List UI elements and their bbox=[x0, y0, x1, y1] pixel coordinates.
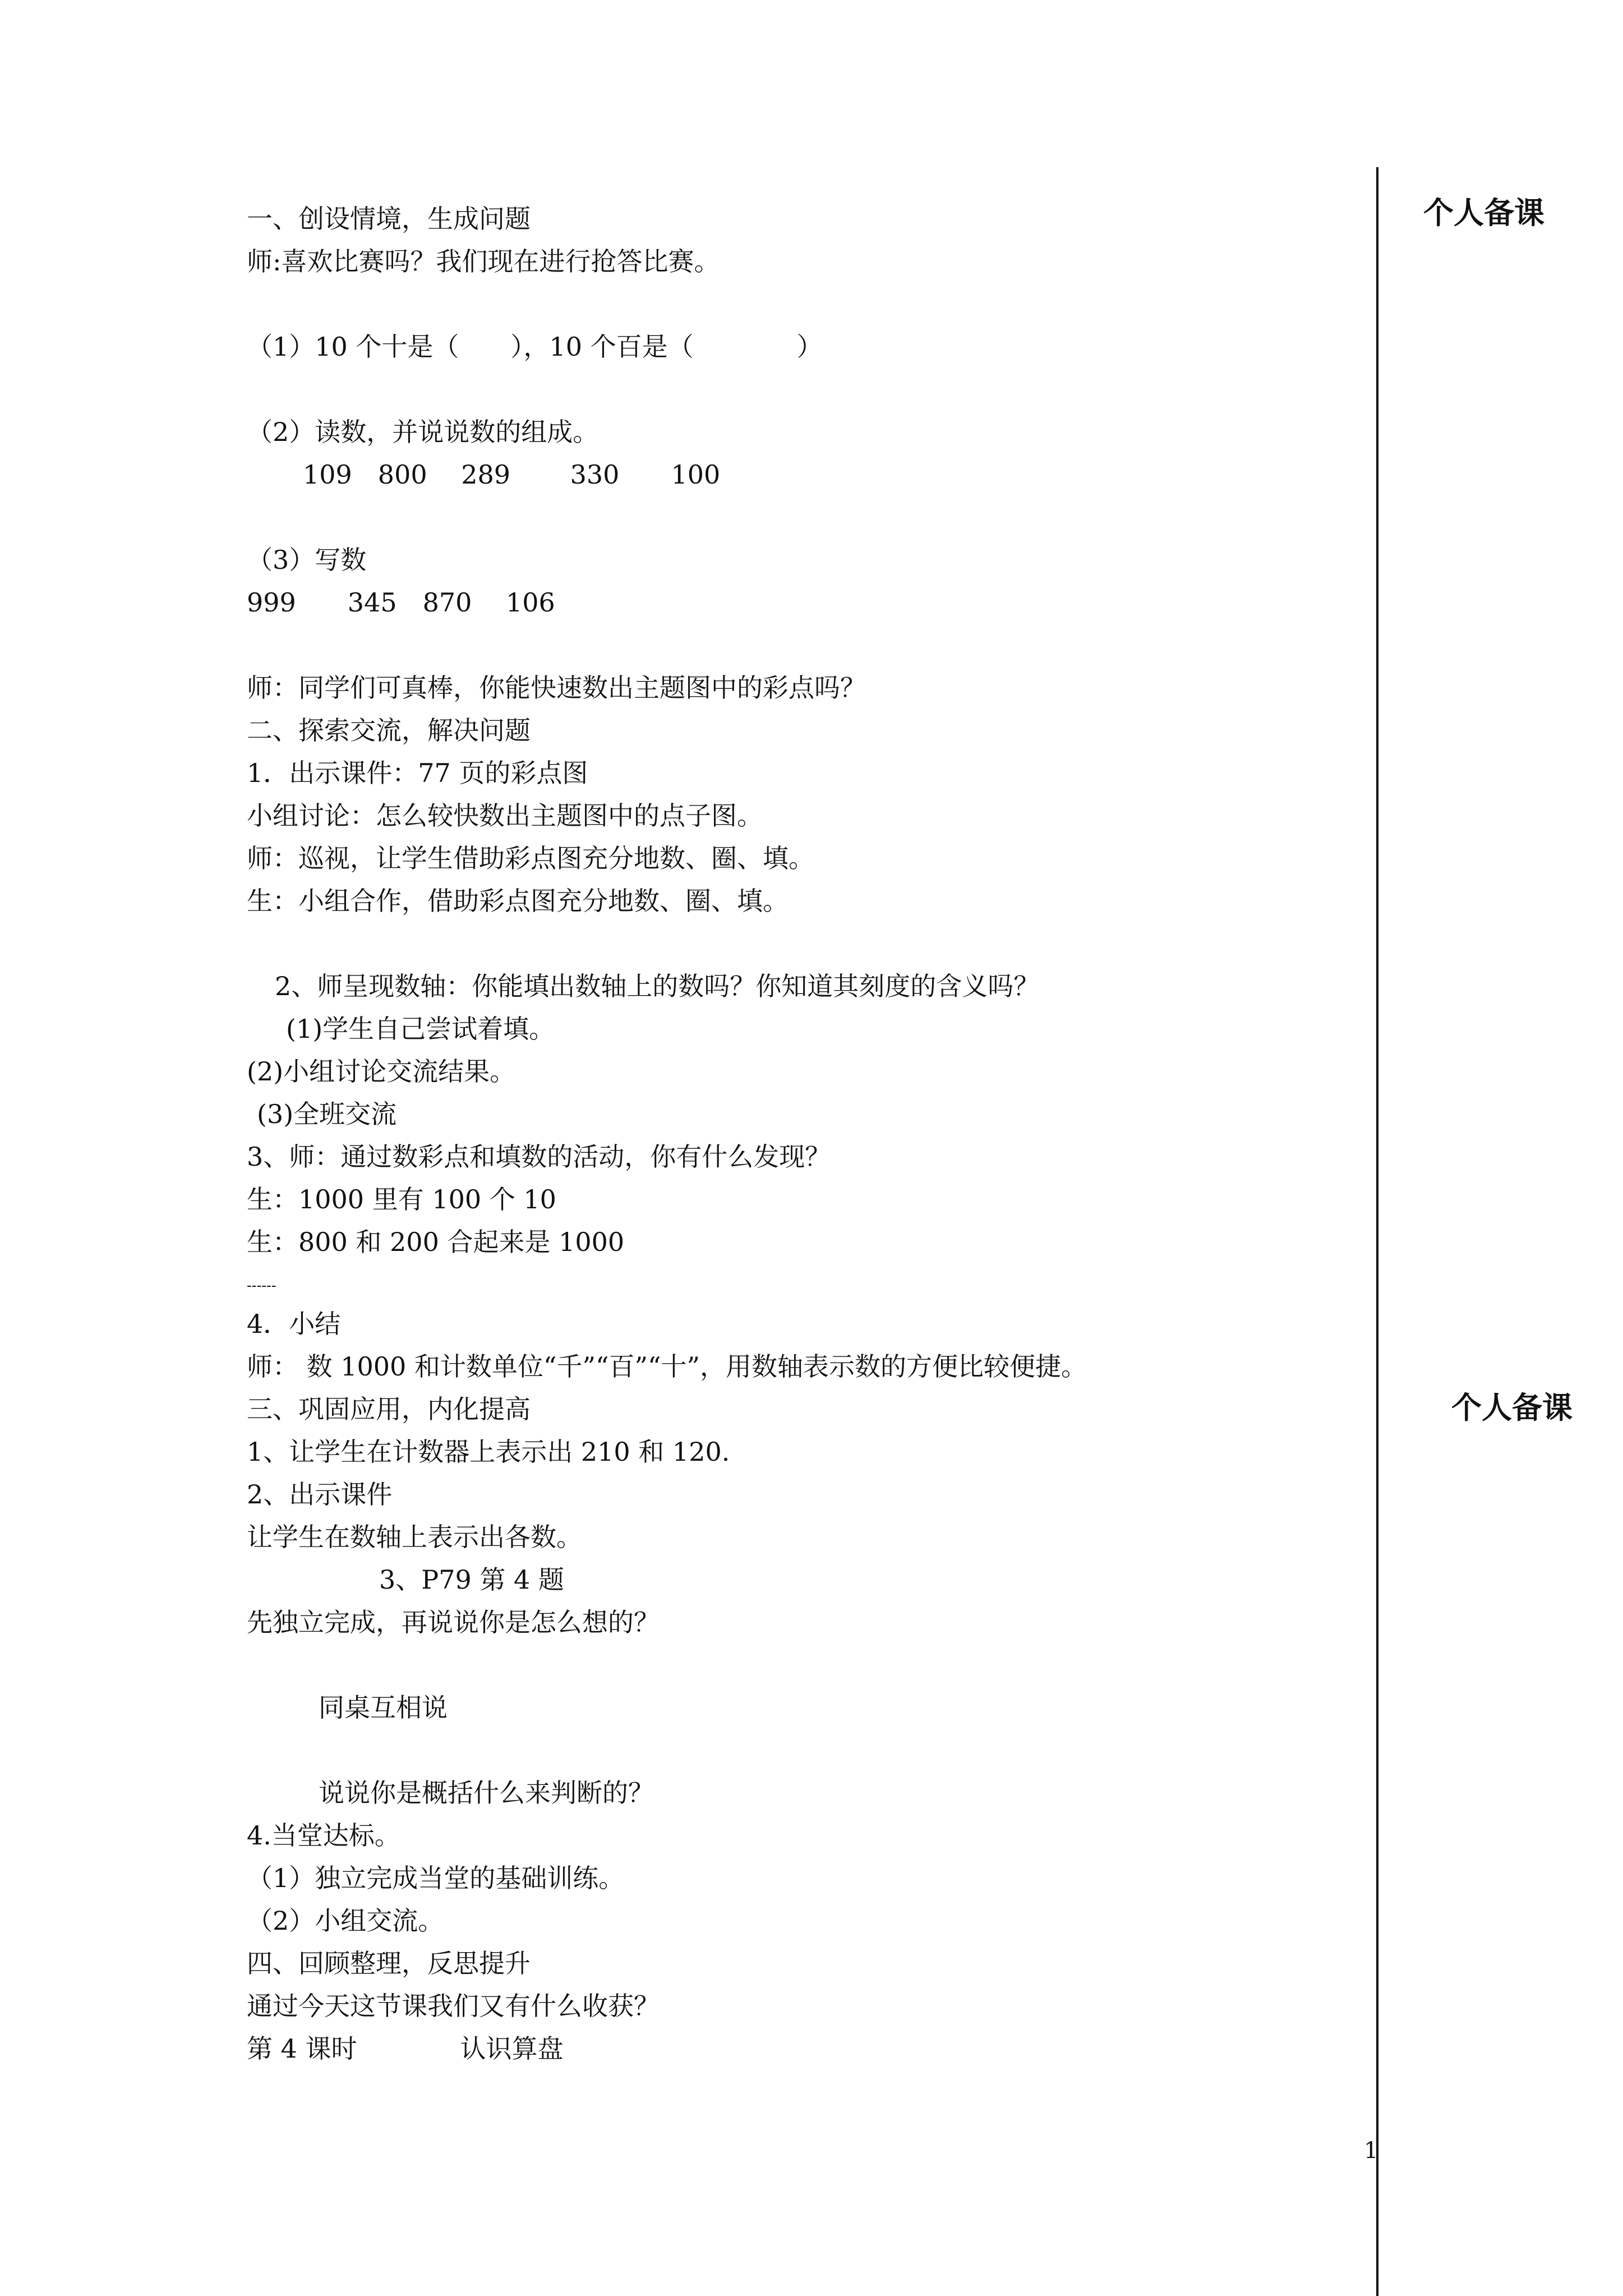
text-line: 4.当堂达标。 bbox=[247, 1820, 400, 1851]
text-line: 2、师呈现数轴：你能填出数轴上的数吗？你知道其刻度的含义吗？ bbox=[275, 971, 1040, 1001]
text-line: 1．出示课件：77 页的彩点图 bbox=[247, 758, 588, 788]
text-line: 让学生在数轴上表示出各数。 bbox=[247, 1522, 582, 1552]
section-heading-4: 四、回顾整理，反思提升 bbox=[247, 1948, 531, 1978]
text-line: 2、出示课件 bbox=[247, 1479, 393, 1510]
text-line: (1)学生自己尝试着填。 bbox=[286, 1014, 555, 1044]
text-line: 通过今天这节课我们又有什么收获？ bbox=[247, 1991, 660, 2021]
text-line: 生：小组合作，借助彩点图充分地数、圈、填。 bbox=[247, 886, 789, 916]
margin-divider bbox=[1376, 167, 1378, 2296]
text-line: (2)小组讨论交流结果。 bbox=[247, 1056, 516, 1087]
text-line: 师:喜欢比赛吗？我们现在进行抢答比赛。 bbox=[247, 246, 720, 277]
text-line: 说说你是概括什么来判断的？ bbox=[319, 1778, 654, 1808]
text-line: 先独立完成，再说说你是怎么想的？ bbox=[247, 1607, 660, 1637]
text-line: 1、让学生在计数器上表示出 210 和 120. bbox=[247, 1437, 730, 1467]
text-line: 3、P79 第 4 题 bbox=[379, 1565, 564, 1595]
number-row: 109 800 289 330 100 bbox=[303, 459, 721, 490]
text-line: 生：1000 里有 100 个 10 bbox=[247, 1184, 556, 1214]
text-line: 第 4 课时 认识算盘 bbox=[247, 2033, 564, 2064]
text-line: （2）小组交流。 bbox=[247, 1906, 444, 1936]
side-heading-middle: 个人备课 bbox=[1451, 1390, 1573, 1425]
page-number: 1 bbox=[1364, 2138, 1378, 2164]
section-heading-1: 一、创设情境，生成问题 bbox=[247, 204, 531, 234]
text-line: 同桌互相说 bbox=[319, 1692, 448, 1723]
text-line: 4．小结 bbox=[247, 1309, 341, 1339]
text-line: 师：巡视，让学生借助彩点图充分地数、圈、填。 bbox=[247, 843, 814, 873]
text-line: (3)全班交流 bbox=[257, 1099, 397, 1129]
text-line: 师： 数 1000 和计数单位“千”“百”“十”，用数轴表示数的方便比较便捷。 bbox=[247, 1351, 1087, 1382]
text-line: （1）独立完成当堂的基础训练。 bbox=[247, 1863, 625, 1893]
text-line: （2）读数，并说说数的组成。 bbox=[247, 417, 599, 447]
text-line: （1）10 个十是（ ），10 个百是（ ） bbox=[247, 332, 823, 362]
side-heading-top: 个人备课 bbox=[1423, 195, 1544, 231]
text-line: 生：800 和 200 合起来是 1000 bbox=[247, 1227, 625, 1257]
text-line: 3、师：通过数彩点和填数的活动，你有什么发现？ bbox=[247, 1142, 831, 1172]
section-heading-2: 二、探索交流，解决问题 bbox=[247, 715, 531, 746]
text-line: 师：同学们可真棒，你能快速数出主题图中的彩点吗？ bbox=[247, 673, 866, 703]
separator-dashes: ------ bbox=[247, 1277, 276, 1294]
text-line: （3）写数 bbox=[247, 545, 367, 575]
text-line: 小组讨论：怎么较快数出主题图中的点子图。 bbox=[247, 800, 763, 831]
number-row: 999 345 870 106 bbox=[247, 587, 555, 618]
section-heading-3: 三、巩固应用，内化提高 bbox=[247, 1394, 531, 1424]
